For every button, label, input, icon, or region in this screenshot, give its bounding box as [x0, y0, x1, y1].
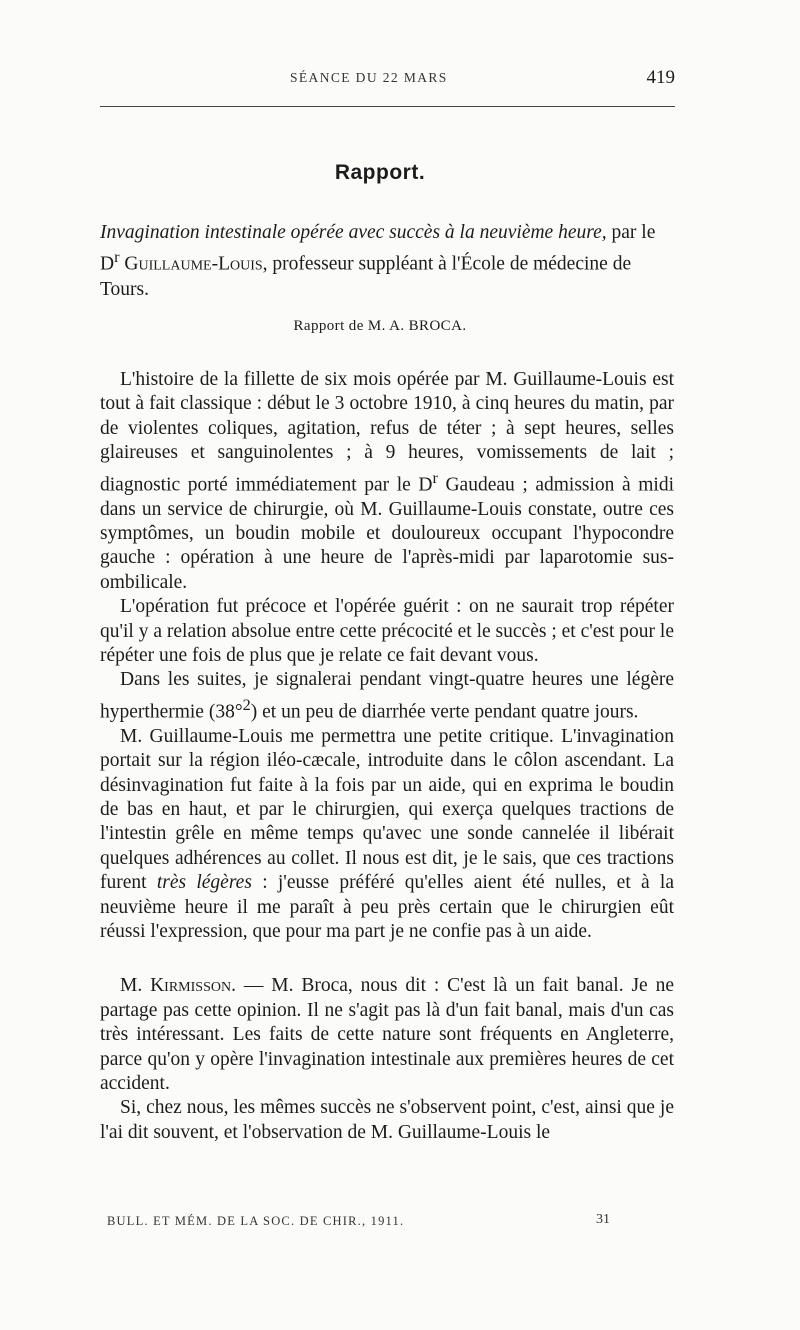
- report-author-line: Rapport de M. A. BROCA.: [293, 318, 467, 334]
- subtitle-by-suffix: , professeur suppléant à l'École de médecine de Tours.: [100, 253, 632, 300]
- p4-italic: très légères: [156, 872, 252, 894]
- signature-number: 31: [596, 1212, 610, 1227]
- subtitle-italic: Invagination intestinale opérée avec succès à la neuvième heure,: [100, 222, 607, 243]
- p5-speaker: M. Kirmisson.: [120, 975, 236, 997]
- paragraph-1: [100, 368, 674, 595]
- p1-text-a: L'histoire de la fillette de six mois opérée par M. Guillaume-Louis est tout à fait classique : début le 3 octobre 1910, à cinq heures du matin, par de violentes coliques, agitation, refus de téter ; à sept heures, selles glaireuses et sanguinolentes ; à 9 heures, vomissements de lait ; diagnostic porté immédiatement par le D: [100, 369, 674, 496]
- p4-text-a: M. Guillaume-Louis me permettra une petite critique. L'invagination portait sur la région iléo-cæcale, introduite dans le côlon ascendant. La désinvagination fut faite à la fois par un aide, qui en exprima le boudin de bas en haut, et par le chirurgien, qui exerça quelques tractions de l'intestin grêle en même temps qu'avec une sonde cannelée il libérait quelques adhérences au collet. Il nous est dit, je le sais, que ces tractions furent: [100, 725, 674, 894]
- header-rule: [100, 106, 675, 107]
- p1-sup: r: [432, 468, 438, 487]
- subtitle-by-prefix: par le D: [100, 222, 656, 275]
- p3-text-a: Dans les suites, je signalerai pendant vingt-quatre heures une légère hyperthermie (38°: [100, 669, 674, 723]
- paragraph-5: [100, 974, 674, 1096]
- paragraph-6: Si, chez nous, les mêmes succès ne s'observent point, c'est, ainsi que je l'ai dit souvent, et l'observation de M. Guillaume-Louis le: [100, 1097, 674, 1143]
- section-title: Rapport.: [334, 161, 426, 184]
- subtitle-doctor-sup: r: [114, 248, 120, 266]
- body-text: [100, 368, 674, 1145]
- p5-text: — M. Broca, nous dit : C'est là un fait banal. Je ne partage pas cette opinion. Il ne s'agit pas là d'un fait banal, mais d'un cas très intéressant. Les faits de cette nature sont fréquents en Angleterre, parce qu'on y opère l'invagination intestinale aux premières heures de cet accident.: [100, 975, 674, 1094]
- page-number: 419: [646, 67, 675, 88]
- page-header: [100, 67, 675, 94]
- subtitle-author: Guillaume-Louis: [119, 253, 263, 275]
- running-head: SÉANCE DU 22 MARS: [290, 70, 448, 85]
- paragraph-4: [100, 725, 674, 945]
- p4-text-b: : j'eusse préféré qu'elles aient été nulles, et à la neuvième heure il me paraît à peu près certain que le chirurgien eût réussi l'expression, que pour ma part je ne confie pas à un aide.: [100, 872, 674, 942]
- paragraph-3: [100, 668, 674, 724]
- paragraph-2: L'opération fut précoce et l'opérée guérit : on ne saurait trop répéter qu'il y a relation absolue entre cette précocité et le succès ; et c'est pour le répéter une fois de plus que je relate ce fait devant vous.: [100, 596, 674, 666]
- page-footer: [100, 1212, 610, 1232]
- report-subtitle: [100, 220, 674, 302]
- p3-sup: 2: [242, 695, 251, 714]
- bulletin-reference: BULL. ET MÉM. DE LA SOC. DE CHIR., 1911.: [107, 1214, 405, 1228]
- p3-text-b: ) et un peu de diarrhée verte pendant quatre jours.: [250, 701, 639, 723]
- p1-text-b: Gaudeau ; admission à midi dans un service de chirurgie, où M. Guillaume-Louis constate, outre ces symptômes, un boudin mobile et douloureux occupant l'hypocondre gauche : opération à une heure de l'après-midi par laparotomie sus-ombilicale.: [100, 474, 674, 593]
